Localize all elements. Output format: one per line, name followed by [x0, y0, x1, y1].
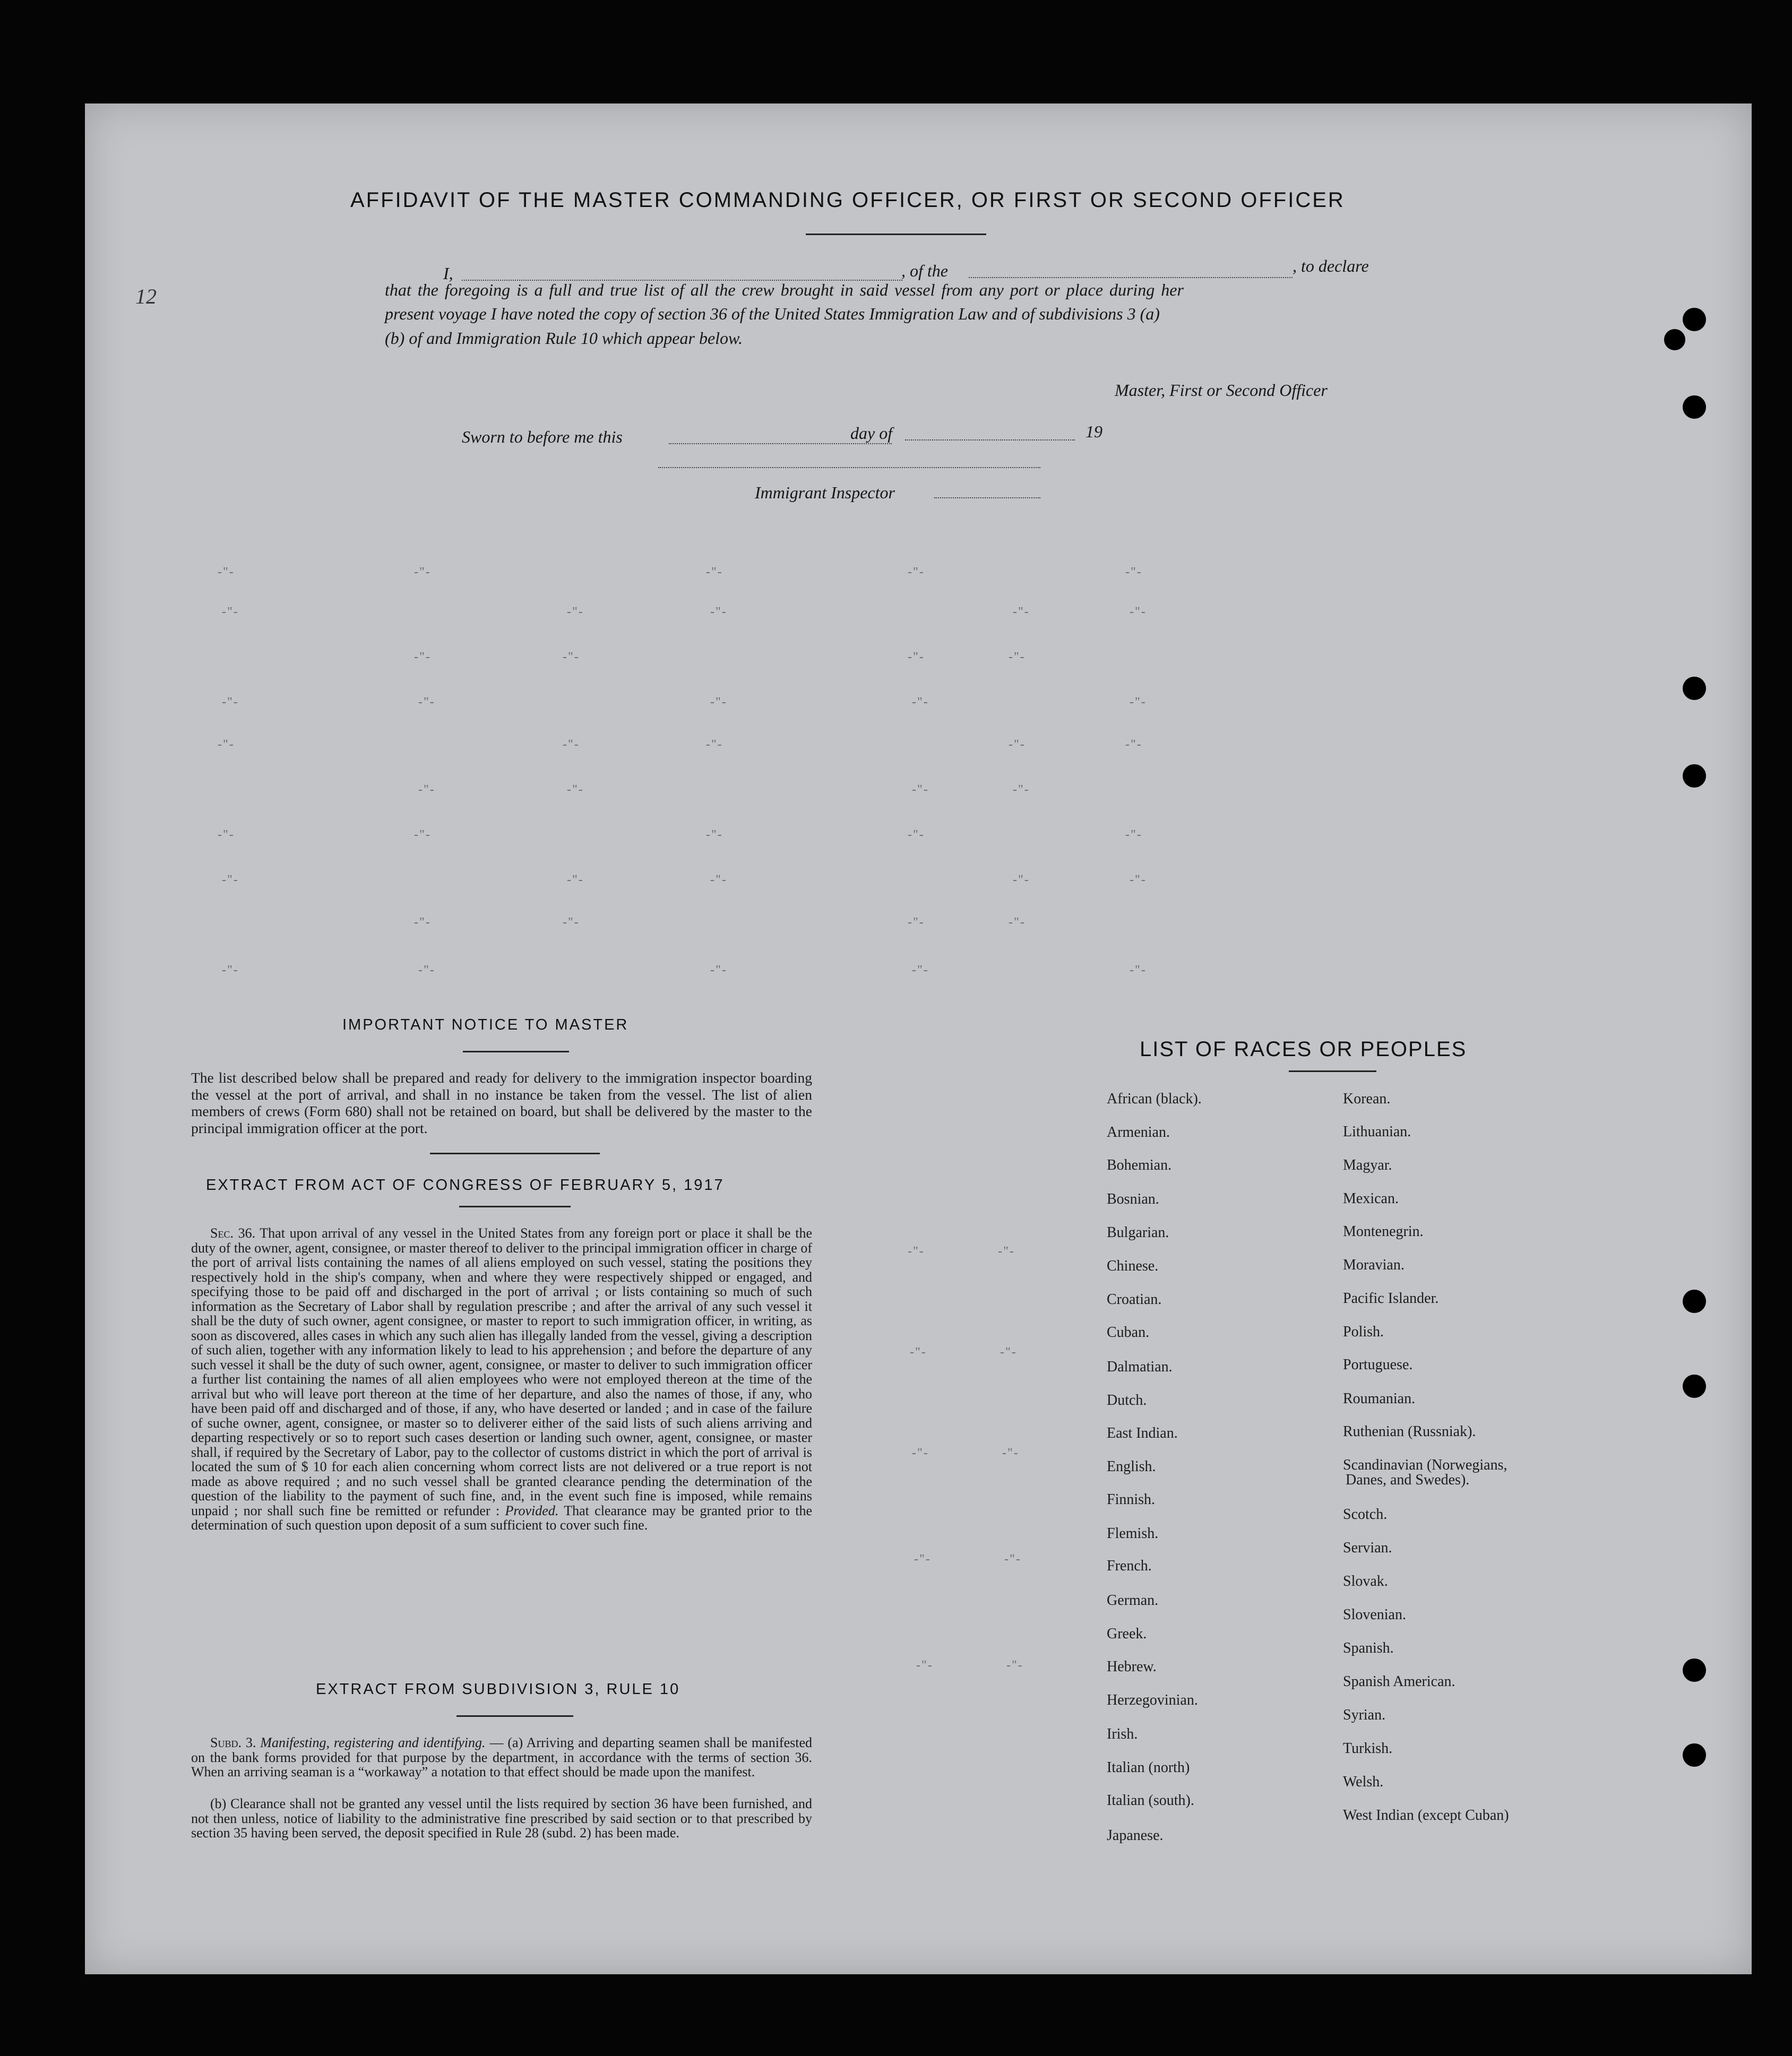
race-item: Armenian. [1107, 1124, 1170, 1141]
ditto-mark: -"- [710, 963, 727, 977]
ditto-mark: -"- [1009, 738, 1026, 751]
day-of-label: day of [850, 424, 893, 443]
ditto-mark: -"- [908, 915, 925, 929]
ditto-mark: -"- [414, 650, 431, 664]
race-item: English. [1107, 1458, 1156, 1475]
ditto-mark: -"- [706, 738, 723, 751]
race-item: Servian. [1343, 1540, 1392, 1556]
ditto-mark: -"- [706, 565, 723, 579]
ditto-mark: -"- [1006, 1658, 1023, 1672]
affidavit-i-label: I, [443, 264, 453, 283]
notice-text: The list described below shall be prepared and ready for delivery to the immigration inspector boarding the vessel at the port of arrival, and shall in no instance be taken from the vessel. The list of alien members of crews (Form 680) shall not be retained on board, but shall be delivered by the master to the principal immigration officer at the port. [191, 1069, 812, 1136]
ditto-mark: -"- [1000, 1345, 1017, 1359]
race-item: Japanese. [1107, 1827, 1164, 1844]
ditto-mark: -"- [1125, 738, 1142, 751]
race-item: Ruthenian (Russniak). [1343, 1423, 1476, 1440]
race-item: Spanish. [1343, 1640, 1394, 1656]
race-item: African (black). [1107, 1091, 1202, 1107]
race-item: Irish. [1107, 1726, 1138, 1742]
ditto-mark: -"- [218, 565, 235, 579]
rule-para-b: (b) Clearance shall not be granted any vessel until the lists required by section 36 have been furnished, and not then unless, notice of liability to the administrative fine prescribed by said section or to that prescribed by section 35 having been served, the deposit specified in Rule 28 (subd. 2) has been made. [191, 1796, 812, 1841]
act-body: That upon arrival of any vessel in the United States from any foreign port or place it shall be the duty of the owner, agent, consignee, or master thereof to deliver to the principal immigration officer in charge of the port of arrival lists containing the names of all aliens employed on such vessel, stating the positions they respectively hold in the ship's company, when and where they were respectively shipped or engaged, and specifying those to be paid off and discharged in the port of arrival ; or lists containing so much of such information as the Secretary of Labor shall by regulation prescribe ; and after the arrival of any such vessel it shall be the duty of such owner, agent consignee, or master to report to such immigration officer, in writing, as soon as discovered, alles cases in which any such alien has illegally landed from the vessel, giving a description of such alien, together with any information likely to lead to his apprehension ; and before the departure of any such vessel it shall be the duty of such owner, agent, consignee, or master to deliver to such immigration officer a further list containing the names of all alien employees who were not employed thereon at the time of the arrival but who will leave port thereon at the time of her departure, and also the names of those, if any, who have been paid off and discharged and of those, if any, who have deserted or landed ; and in case of the failure of suche owner, agent, consignee, or master so to deliverer either of the said lists of such aliens arriving and departing respectively or so to report such cases desertion or landing such owner, agent, consignee, or master shall, if required by the Secretary of Labor, pay to the collector of customs district in which the port of arrival is located the sum of $ 10 for each alien concerning whom correct lists are not delivered or a true report is not made as above required ; and no such vessel shall be granted clearance pending the determination of the question of the liability to the payment of such fine, and, in the event such fine is imposed, while remains unpaid ; nor shall such fine be remitted or refunder : [191, 1225, 813, 1518]
race-item: Finnish. [1107, 1491, 1156, 1508]
punch-hole [1683, 1658, 1706, 1682]
affidavit-to-declare-label: , to declare [1293, 256, 1369, 275]
vessel-blank [969, 277, 1293, 278]
race-item: Bosnian. [1107, 1191, 1159, 1207]
margin-note: 12 [135, 284, 157, 308]
race-item: Scandinavian (Norwegians, [1343, 1457, 1507, 1473]
ditto-mark: -"- [710, 695, 727, 709]
affidavit-body-line1: that the foregoing is a full and true list of all the crew brought in said vessel from any port or place during her [385, 280, 1184, 299]
race-item: Bulgarian. [1107, 1224, 1169, 1241]
sworn-month-blank [905, 439, 1075, 440]
ditto-mark: -"- [912, 783, 929, 797]
notice-title: IMPORTANT NOTICE TO MASTER [342, 1016, 629, 1033]
ditto-mark: -"- [1125, 565, 1142, 579]
ditto-mark: -"- [222, 605, 239, 619]
ditto-mark: -"- [914, 1552, 931, 1566]
race-item: West Indian (except Cuban) [1343, 1807, 1509, 1824]
race-item: Bohemian. [1107, 1157, 1172, 1173]
ditto-mark: -"- [1130, 605, 1147, 619]
race-item: Moravian. [1343, 1257, 1405, 1273]
ditto-mark: -"- [418, 963, 435, 977]
rule-subd-heading: Manifesting, registering and identifying. [260, 1735, 486, 1750]
race-item: Korean. [1343, 1091, 1391, 1107]
act-section-label: Sec. 36. [210, 1225, 256, 1241]
notice-underline [463, 1051, 569, 1052]
ditto-mark: -"- [912, 1446, 929, 1460]
race-item: Portuguese. [1343, 1357, 1413, 1373]
ditto-mark: -"- [710, 605, 727, 619]
race-item: Herzegovinian. [1107, 1692, 1198, 1708]
race-item: Italian (south). [1107, 1792, 1194, 1809]
year-label: 19 [1085, 422, 1102, 441]
race-item: Pacific Islander. [1343, 1290, 1439, 1307]
race-item: French. [1107, 1558, 1152, 1574]
race-item: Greek. [1107, 1626, 1147, 1642]
rule-underline [456, 1715, 573, 1717]
race-item: Slovenian. [1343, 1606, 1406, 1623]
act-provided-label: Provided. [505, 1502, 559, 1518]
ditto-mark: -"- [998, 1245, 1015, 1258]
ditto-mark: -"- [414, 915, 431, 929]
title-underline [806, 234, 986, 235]
punch-hole [1683, 1743, 1706, 1767]
ditto-mark: -"- [414, 828, 431, 842]
ditto-mark: -"- [1013, 605, 1030, 619]
ditto-mark: -"- [908, 1245, 925, 1258]
punch-hole [1683, 677, 1706, 700]
ditto-mark: -"- [567, 783, 584, 797]
race-item: Mexican. [1343, 1190, 1399, 1207]
race-item: Scotch. [1343, 1506, 1388, 1523]
race-item: Syrian. [1343, 1707, 1386, 1723]
act-text [191, 1226, 812, 1533]
sworn-label: Sworn to before me this [462, 427, 623, 446]
ditto-mark: -"- [1130, 963, 1147, 977]
race-item: East Indian. [1107, 1425, 1178, 1441]
race-item: Italian (north) [1107, 1759, 1190, 1776]
race-item: Turkish. [1343, 1740, 1393, 1757]
ditto-mark: -"- [1130, 873, 1147, 887]
races-underline [1289, 1070, 1376, 1072]
punch-hole [1664, 329, 1685, 350]
ditto-mark: -"- [1004, 1552, 1021, 1566]
punch-hole [1683, 1375, 1706, 1398]
inspector-signature-blank [658, 467, 1040, 468]
race-item: Montenegrin. [1343, 1223, 1424, 1240]
ditto-mark: -"- [908, 650, 925, 664]
race-item: Flemish. [1107, 1525, 1159, 1542]
ditto-mark: -"- [710, 873, 727, 887]
rule-para-a [191, 1735, 812, 1779]
act-body-end: That clearance may be granted prior to the determination of such question upon deposit of a sum sufficient to cover such fine. [191, 1502, 812, 1533]
races-title: LIST OF RACES OR PEOPLES [1140, 1038, 1467, 1061]
race-item: Dalmatian. [1107, 1359, 1173, 1375]
race-item: Croatian. [1107, 1291, 1162, 1308]
race-item: Danes, and Swedes). [1346, 1472, 1470, 1488]
punch-hole [1683, 308, 1706, 331]
ditto-mark: -"- [563, 650, 580, 664]
ditto-mark: -"- [1009, 650, 1026, 664]
inspector-blank [934, 497, 1040, 498]
affidavit-title: AFFIDAVIT OF THE MASTER COMMANDING OFFICER, OR FIRST OR SECOND OFFICER [350, 188, 1345, 212]
ditto-mark: -"- [908, 565, 925, 579]
document-sheet [85, 103, 1752, 1974]
ditto-mark: -"- [222, 873, 239, 887]
notice-rule [430, 1153, 600, 1154]
race-item: Slovak. [1343, 1573, 1388, 1589]
affidavit-body-line3: (b) of and Immigration Rule 10 which appear below. [385, 329, 743, 348]
ditto-mark: -"- [567, 873, 584, 887]
ditto-mark: -"- [414, 565, 431, 579]
affidavit-of-the-label: , of the [901, 261, 948, 280]
ditto-mark: -"- [222, 963, 239, 977]
ditto-mark: -"- [1013, 783, 1030, 797]
ditto-mark: -"- [916, 1658, 933, 1672]
race-item: Roumanian. [1343, 1390, 1416, 1407]
race-item: Spanish American. [1343, 1673, 1455, 1690]
act-title: EXTRACT FROM ACT OF CONGRESS OF FEBRUARY 5, 1917 [206, 1177, 725, 1194]
rule-subd-label: Subd. 3. [210, 1735, 256, 1750]
ditto-mark: -"- [912, 963, 929, 977]
ditto-mark: -"- [1130, 695, 1147, 709]
race-item: Dutch. [1107, 1392, 1147, 1409]
race-item: Lithuanian. [1343, 1124, 1411, 1140]
race-item: Cuban. [1107, 1324, 1150, 1341]
punch-hole [1683, 395, 1706, 419]
race-item: Hebrew. [1107, 1658, 1157, 1675]
race-item: Polish. [1343, 1324, 1384, 1340]
ditto-mark: -"- [418, 695, 435, 709]
punch-hole [1683, 1290, 1706, 1313]
ditto-mark: -"- [222, 695, 239, 709]
ditto-mark: -"- [1002, 1446, 1019, 1460]
ditto-mark: -"- [563, 915, 580, 929]
race-item: Magyar. [1343, 1157, 1392, 1173]
ditto-mark: -"- [218, 828, 235, 842]
inspector-label: Immigrant Inspector [755, 483, 895, 502]
ditto-mark: -"- [567, 605, 584, 619]
sworn-day-blank [669, 443, 892, 444]
rule-para-a-text: — (a) Arriving and departing seamen shall be manifested on the bank forms provided for that purpose by the department, in accordance with the terms of section 36. When an arriving seaman is a “workaway” a notation to that effect should be made upon the manifest. [191, 1735, 812, 1779]
rule-title: EXTRACT FROM SUBDIVISION 3, RULE 10 [316, 1681, 680, 1698]
race-item: German. [1107, 1592, 1159, 1609]
ditto-mark: -"- [418, 783, 435, 797]
punch-hole [1683, 764, 1706, 788]
ditto-mark: -"- [910, 1345, 927, 1359]
race-item: Chinese. [1107, 1258, 1159, 1274]
ditto-mark: -"- [1009, 915, 1026, 929]
race-item: Welsh. [1343, 1774, 1384, 1790]
ditto-mark: -"- [706, 828, 723, 842]
act-underline [459, 1206, 571, 1207]
ditto-mark: -"- [1125, 828, 1142, 842]
ditto-mark: -"- [908, 828, 925, 842]
ditto-mark: -"- [1013, 873, 1030, 887]
ditto-mark: -"- [563, 738, 580, 751]
affidavit-body-line2: present voyage I have noted the copy of section 36 of the United States Immigration Law and of subdivisions 3 (a) [385, 304, 1160, 323]
ditto-mark: -"- [218, 738, 235, 751]
ditto-mark: -"- [912, 695, 929, 709]
signature-label: Master, First or Second Officer [1115, 381, 1328, 400]
